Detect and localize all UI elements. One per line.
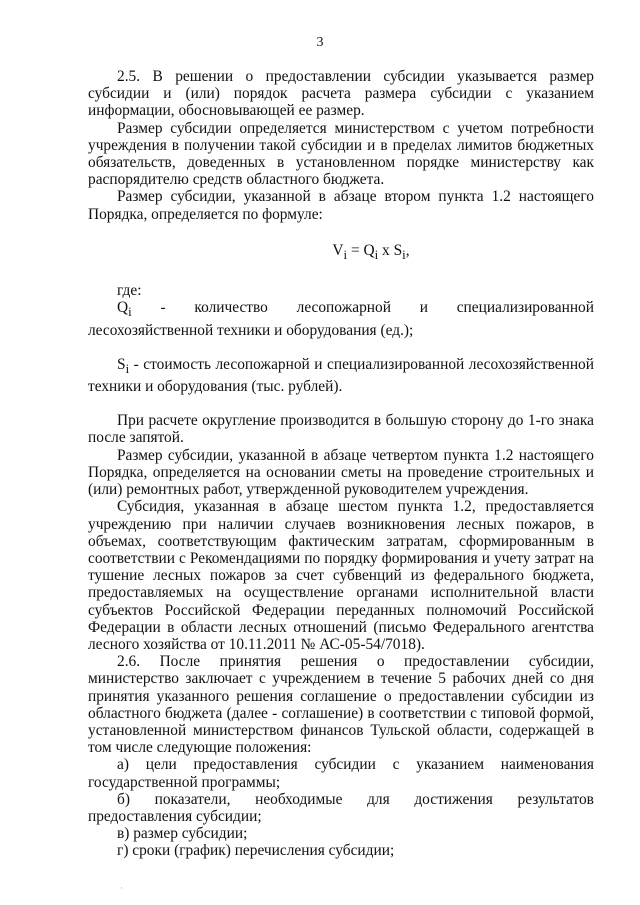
definition-s: $S_i$ - стоимость лесопожарной и специализированной лесохозяйственной техники и оборудования (тыс. рублей). (88, 355, 594, 396)
paragraph-estimate: Размер субсидии, указанной в абзаце четвертом пункта 1.2 настоящего Порядка, определяется на основании сметы на проведение строительных и (или) ремонтных работ, утвержденной руководителем учреждения. (88, 446, 594, 499)
paragraph-fire-subsidy: Субсидия, указанная в абзаце шестом пункта 1.2, предоставляется учреждению при наличии случаев возникновения лесных пожаров, в объемах, соответствующим фактическим затратам, сформированным в соответствии с Рекомендациями по порядку формирования и учету затрат на тушение лесных пожаров за счет субвенций из федерального бюджета, предоставляемых на осуществление органами исполнительной власти субъектов Российской Федерации переданных полномочий Российской Федерации в области лесных отношений (письмо Федерального агентства лесного хозяйства от 10.11.2011 № АС-05-54/7018). (88, 498, 594, 653)
paragraph-formula-intro: Размер субсидии, указанной в абзаце втором пункта 1.2 настоящего Порядка, определяется по формуле: (88, 188, 594, 223)
paragraph-subsidy-size: Размер субсидии определяется министерством с учетом потребности учреждения в получении такой субсидии и в пределах лимитов бюджетных обязательств, доведенных в установленном порядке министерству как распорядителю средств областного бюджета. (88, 119, 594, 189)
paragraph-2-5: 2.5. В решении о предоставлении субсидии указывается размер субсидии и (или) порядок расчета размера субсидии с указанием информации, обосновывающей ее размер. (88, 68, 594, 120)
list-item-g: г) сроки (график) перечисления субсидии; (117, 842, 395, 860)
list-item-a: а) цели предоставления субсидии с указанием наименования государственной программы; (88, 756, 594, 791)
list-item-v: в) размер субсидии; (117, 825, 248, 843)
paragraph-2-6: 2.6. После принятия решения о предоставлении субсидии, министерство заключает с учреждением в течение 5 рабочих дней со дня принятия указанного решения соглашение о предоставлении субсидии из областного бюджета (далее - соглашение) в соответствии с типовой формой, установленной министерством финансов Тульской области, содержащей в том числе следующие положения: (88, 653, 594, 757)
formula: $V_i = Q_i$ x $S_i$, (332, 241, 410, 262)
page-number: 3 (316, 35, 324, 50)
document-body (88, 68, 594, 860)
paragraph-rounding: При расчете округление производится в большую сторону до 1-го знака после запятой. (88, 412, 594, 447)
where-label: где: (117, 282, 142, 300)
definition-q: $Q_i$ - количество лесопожарной и специализированной лесохозяйственной техники и оборудования (ед.); (88, 299, 594, 339)
list-item-b: б) показатели, необходимые для достижения результатов предоставления субсидии; (88, 790, 594, 825)
scan-mark: · (120, 883, 123, 893)
